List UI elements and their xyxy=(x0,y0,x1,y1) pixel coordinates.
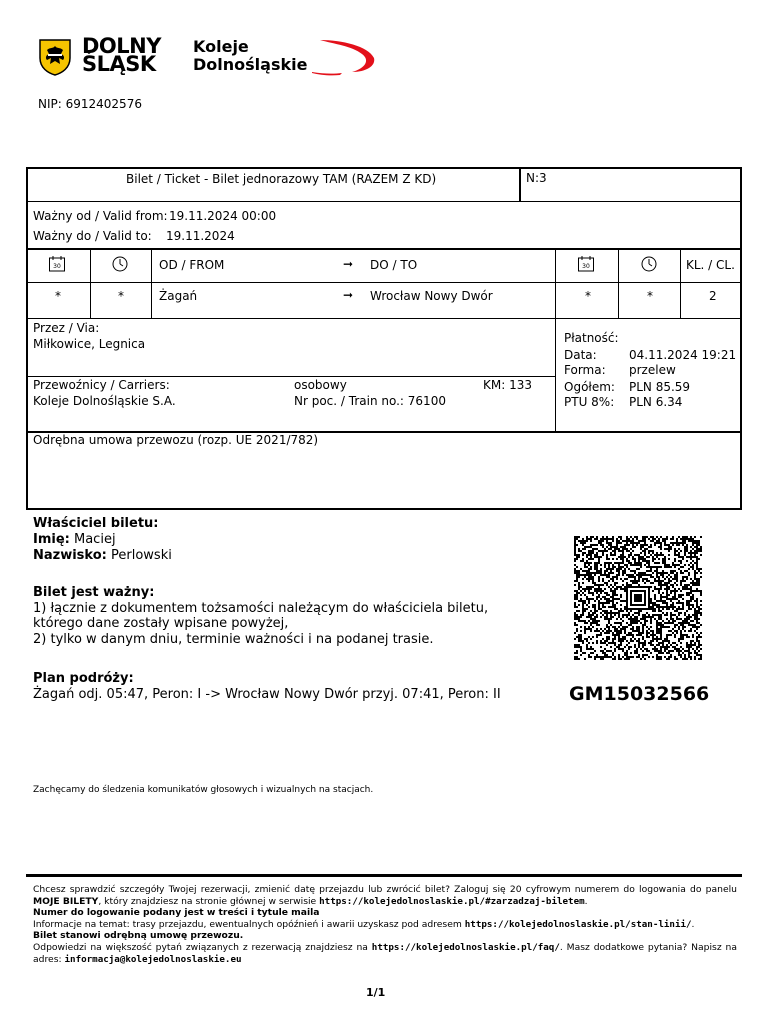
ticket-qr-code xyxy=(574,536,702,660)
payment-date: 04.11.2024 19:21 xyxy=(629,348,737,362)
valid-from-label: Ważny od / Valid from: xyxy=(33,209,168,223)
validity-line-2: którego dane zostały wpisane powyżej, xyxy=(33,616,289,631)
calendar-icon-text: 30 xyxy=(53,263,61,270)
footer-divider xyxy=(26,874,742,877)
footer-paragraph-manage: Chcesz sprawdzić szczegóły Twojej rezerwacji, zmienić datę przejazdu lub zwrócić bilet? Zaloguj się 20 cyfrowym numerem do logowania do panelu MOJE BILETY, który znajdziesz na stronie głównej w serwisie https://kolejedolnoslaskie.pl/#zarzadzaj-biletem. xyxy=(33,884,737,907)
arrow-right-icon: ➞ xyxy=(343,288,354,302)
payment-total-label: Ogółem: xyxy=(564,380,615,394)
via-label: Przez / Via: xyxy=(33,321,100,335)
payment-form-label: Forma: xyxy=(564,363,606,377)
nip-number: NIP: 6912402576 xyxy=(38,97,142,111)
footer-contract-note: Bilet stanowi odrębną umowę przewozu. xyxy=(33,930,244,942)
plan-line: Żagań odj. 05:47, Peron: I -> Wrocław Nowy Dwór przyj. 07:41, Peron: II xyxy=(33,687,501,702)
validity-heading: Bilet jest ważny: xyxy=(33,585,155,600)
row-time-start: * xyxy=(118,289,124,303)
distance-km: KM: 133 xyxy=(483,378,532,392)
clock-icon xyxy=(111,255,129,273)
footer-paragraph-faq: Odpowiedzi na większość pytań związanych z rezerwacją znajdziesz na https://kolejedolnoslaskie.pl/faq/. Masz dodatkowe pytania? Napisz na adres: informacja@kolejedolnoslaskie.eu xyxy=(33,941,737,965)
payment-vat-label: PTU 8%: xyxy=(564,395,615,409)
carrier-name: Koleje Dolnośląskie S.A. xyxy=(33,394,176,408)
line-status-link[interactable]: https://kolejedolnoslaskie.pl/stan-linii/ xyxy=(464,918,692,930)
train-type: osobowy xyxy=(294,378,347,392)
ticket-box xyxy=(26,167,742,510)
owner-first-name: Imię: Maciej xyxy=(33,532,116,547)
ticket-code: GM15032566 xyxy=(569,683,710,705)
col-to-label: DO / TO xyxy=(370,258,418,272)
row-class: 2 xyxy=(709,289,717,303)
payment-form: przelew xyxy=(629,363,676,377)
validity-line-1: 1) łącznie z dokumentem tożsamości należącym do właściciela biletu, xyxy=(33,601,489,616)
valid-to-value: 19.11.2024 xyxy=(166,229,235,243)
row-to-station: Wrocław Nowy Dwór xyxy=(370,289,493,303)
plan-heading: Plan podróży: xyxy=(33,671,134,686)
carrier-logo-text: Koleje Dolnośląskie xyxy=(193,37,308,74)
contract-note: Odrębna umowa przewozu (rozp. UE 2021/782) xyxy=(33,433,319,447)
payment-vat: PLN 6.34 xyxy=(629,395,683,409)
clock-icon xyxy=(640,255,658,273)
station-notice: Zachęcamy do śledzenia komunikatów głosowych i wizualnych na stacjach. xyxy=(33,785,374,795)
row-from-station: Żagań xyxy=(159,289,198,303)
dolny-slask-shield-icon xyxy=(38,38,72,76)
calendar-icon-text: 30 xyxy=(582,263,590,270)
train-number: Nr poc. / Train no.: 76100 xyxy=(294,394,446,408)
col-from-label: OD / FROM xyxy=(159,258,225,272)
valid-to-label: Ważny do / Valid to: xyxy=(33,229,152,243)
calendar-icon xyxy=(48,255,66,273)
ticket-number-label: N:3 xyxy=(526,171,547,185)
row-time-end: * xyxy=(647,289,653,303)
owner-last-name: Nazwisko: Perlowski xyxy=(33,548,172,563)
ticket-title: Bilet / Ticket - Bilet jednorazowy TAM (RAZEM Z KD) xyxy=(126,172,437,186)
manage-ticket-link[interactable]: https://kolejedolnoslaskie.pl/#zarzadzaj-biletem xyxy=(319,895,585,907)
valid-from-value: 19.11.2024 00:00 xyxy=(169,209,277,223)
owner-heading: Właściciel biletu: xyxy=(33,516,159,531)
via-value: Miłkowice, Legnica xyxy=(33,337,146,351)
arrow-right-icon: ➞ xyxy=(343,257,354,271)
calendar-icon xyxy=(577,255,595,273)
region-logo-text: DOLNY ŚLĄSK xyxy=(82,34,161,76)
faq-link[interactable]: https://kolejedolnoslaskie.pl/faq/ xyxy=(371,941,560,953)
footer-info xyxy=(33,884,737,965)
footer-login-note: Numer do logowanie podany jest w treści i tytule maila xyxy=(33,907,320,919)
col-class-label: KL. / CL. xyxy=(686,258,735,272)
payment-label: Płatność: xyxy=(564,331,619,345)
page-number: 1/1 xyxy=(366,986,386,999)
contact-email-link[interactable]: informacja@kolejedolnoslaskie.eu xyxy=(64,953,242,965)
payment-total: PLN 85.59 xyxy=(629,380,691,394)
row-date-end: * xyxy=(585,289,591,303)
row-date-start: * xyxy=(55,289,61,303)
validity-line-3: 2) tylko w danym dniu, terminie ważności i na podanej trasie. xyxy=(33,632,434,647)
carrier-swoosh-icon xyxy=(312,38,378,80)
payment-date-label: Data: xyxy=(564,348,597,362)
footer-paragraph-status: Informacje na temat: trasy przejazdu, ewentualnych opóźnień i awarii uzyskasz pod adresem https://kolejedolnoslaskie.pl/stan-linii/. xyxy=(33,918,695,930)
carriers-label: Przewoźnicy / Carriers: xyxy=(33,378,170,392)
